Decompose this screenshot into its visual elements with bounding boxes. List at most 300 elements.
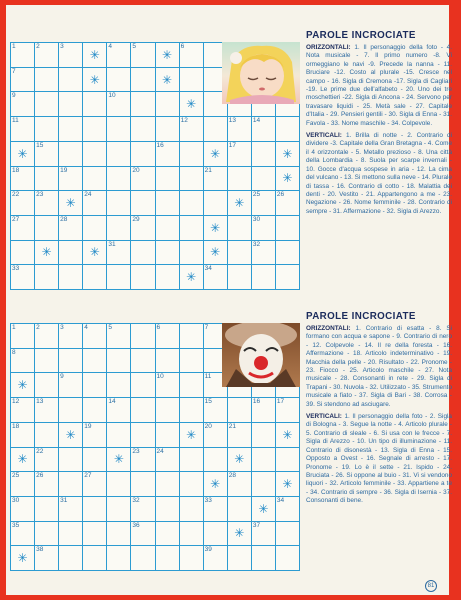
across-clues-2 [306,325,452,409]
cell-number: 5 [108,324,112,331]
crossword-cell[interactable] [180,349,203,373]
crossword-cell[interactable] [204,191,227,215]
cell-number: 29 [132,215,140,223]
cell-number: 7 [204,324,209,331]
black-cell [252,497,275,521]
crossword-cell[interactable] [83,448,106,472]
cell-number: 24 [84,191,92,199]
girl-illustration [222,42,300,104]
crossword-cell[interactable] [228,546,251,570]
crossword-cell[interactable] [59,398,82,422]
crossword-cell[interactable] [252,398,275,422]
cell-number: 14 [108,398,116,406]
cell-number: 21 [228,422,236,430]
black-cell [59,191,82,215]
crossword-cell[interactable] [107,423,130,447]
crossword-cell[interactable] [35,324,58,348]
cell-number: 11 [204,373,212,381]
down-text-1: 1. Brilla di notte - 2. Contrario di dividere -3. Capitale della Gran Bretagna - 4. Come il 4 orizzontale - 5. Metallo prezioso - 8. Una città della Lombardia - 8. Suola per scarpe invernali - 10. Gocce d'acqua sospese in aria - 12. La cima del vulcano - 13. Si mettono sulla neve - 14. Plurale di tassa - 16. Contrario di cotto - 18. Malattia dei denti - 20. Vestito - 21. Appartengono a me - 23. Negazione - 26. Nome femminile - 28. Contrario di sempre - 31. Affermazione - 32. Sigla di Arezzo. [306,132,453,215]
crossword-cell[interactable] [59,522,82,546]
cell-number: 4 [108,43,112,50]
crossword-cell[interactable] [11,241,34,265]
crossword-cell[interactable] [180,497,203,521]
crossword-cell[interactable] [83,546,106,570]
down-clues-2 [306,413,452,505]
crossword-cell[interactable] [107,191,130,215]
crossword-cell[interactable] [83,349,106,373]
crossword-cell[interactable] [11,522,34,546]
black-cell [107,448,130,472]
black-cell [156,68,179,92]
crossword-cell[interactable] [11,68,34,92]
crossword-cell[interactable] [131,68,154,92]
black-cell [11,546,34,570]
down-text-2: 1. Il personaggio della foto - 2. Sigla di Bologna - 3. Segue la notte - 4. Articolo plurale - 5. Contrario di sleale - 6. Si usa con le frecce - 7. Sigla di Arezzo - 10. Un tipo di illuminazione - 11. Contrario di disonestà - 13. Sigla di Enna - 15. Opposto a Ovest - 16. Segnale di arresto - 17. Pronome - 19. Lo è il sette - 21. Ispido - 24. Bruciata - 26. Si oppone al buio - 31. Vi si vendono liquori - 32. Articolo femminile - 33. Appartiene a te - 34. Contrario di sempre - 36. Sigla di Isernia - 37. Consonanti di bene. [306,413,452,505]
page-number: 81 [425,580,437,592]
cell-number: 30 [12,496,20,504]
magazine-page [6,5,453,595]
crossword-cell[interactable] [11,117,34,141]
crossword-cell[interactable] [35,142,58,166]
black-cell [11,448,34,472]
crossword-cell[interactable] [252,265,275,289]
crossword-cell[interactable] [131,423,154,447]
crossword-cell[interactable] [107,522,130,546]
crossword-cell[interactable] [156,398,179,422]
cell-number: 24 [156,447,164,455]
crossword-cell[interactable] [83,373,106,397]
cell-number: 28 [60,215,68,223]
crossword-cell[interactable] [131,349,154,373]
cell-number: 39 [204,546,212,554]
crossword-cell[interactable] [252,142,275,166]
crossword-cell[interactable] [276,265,299,289]
crossword-cell[interactable] [35,68,58,92]
cell-number: 23 [132,447,140,455]
cell-number: 17 [228,141,236,149]
cell-number: 27 [12,215,20,223]
crossword-cell[interactable] [156,117,179,141]
crossword-cell[interactable] [228,142,251,166]
crossword-cell[interactable] [59,43,82,67]
black-cell [204,216,227,240]
crossword-cell[interactable] [83,497,106,521]
crossword-cell[interactable] [59,92,82,116]
crossword-cell[interactable] [131,167,154,191]
crossword-cell[interactable] [11,349,34,373]
crossword-cell[interactable] [180,117,203,141]
cell-number: 9 [60,373,64,381]
crossword-cell[interactable] [83,142,106,166]
crossword-cell[interactable] [156,497,179,521]
crossword-cell[interactable] [35,349,58,373]
cell-number: 34 [276,496,285,504]
crossword-cell[interactable] [131,324,154,348]
cell-number: 17 [276,398,285,406]
clues-2 [306,311,452,510]
crossword-cell[interactable] [276,191,299,215]
cell-number: 5 [132,43,137,50]
clown-illustration [222,323,300,387]
cell-number: 1 [12,324,16,331]
crossword-cell[interactable] [180,546,203,570]
crossword-cell[interactable] [156,448,179,472]
crossword-cell[interactable] [252,117,275,141]
crossword-cell[interactable] [180,398,203,422]
down-heading-1: VERTICALI: [306,132,342,140]
clues-1 [306,30,452,220]
crossword-cell[interactable] [131,92,154,116]
crossword-cell[interactable] [156,373,179,397]
crossword-cell[interactable] [180,241,203,265]
cell-number: 36 [132,521,140,529]
crossword-cell[interactable] [252,448,275,472]
crossword-cell[interactable] [11,423,34,447]
cell-number: 2 [36,324,40,331]
crossword-cell[interactable] [83,265,106,289]
crossword-cell[interactable] [204,398,227,422]
crossword-cell[interactable] [156,241,179,265]
crossword-cell[interactable] [252,472,275,496]
crossword-cell[interactable] [83,191,106,215]
crossword-cell[interactable] [180,522,203,546]
cell-number: 30 [252,215,261,223]
crossword-cell[interactable] [107,241,130,265]
crossword-cell[interactable] [204,448,227,472]
crossword-cell[interactable] [107,349,130,373]
crossword-cell[interactable] [11,92,34,116]
crossword-cell[interactable] [35,92,58,116]
crossword-cell[interactable] [83,216,106,240]
black-cell [83,68,106,92]
across-text-1: 1. Il personaggio della foto - 4. Nota musicale - 7. Il primo numero -8. Vi ormeggiano le navi -9. Precede la nanna - 11. Bruciare -12. Costo al plurale -15. Cresce nel campo - 16. Sigla di Cremona -17. Sigla di Cagliari -19. Le prime due dell'alfabeto - 20. Uno dei tre moschettieri -22. Sigla di Ancona - 24. Servono per travasare liquidi - 25. Metà sale - 27. Capitale d'Italia - 29. Pensieri gentili - 30. Sigla di Enna - 31. Favola - 33. Nome maschile - 34. Colpevole. [306,44,452,127]
cell-number: 6 [156,324,161,331]
crossword-cell[interactable] [35,191,58,215]
crossword-cell[interactable] [59,497,82,521]
cell-number: 16 [156,141,164,149]
crossword-cell[interactable] [131,497,154,521]
cell-number: 25 [12,472,20,480]
crossword-cell[interactable] [156,92,179,116]
cell-number: 6 [180,43,185,50]
cell-number: 25 [252,191,261,199]
crossword-cell[interactable] [156,167,179,191]
crossword-cell[interactable] [35,216,58,240]
crossword-cell[interactable] [107,43,130,67]
crossword-cell[interactable] [35,423,58,447]
character-photo-1 [222,42,300,104]
black-cell [276,167,299,191]
crossword-cell[interactable] [204,497,227,521]
across-heading-2: ORIZZONTALI: [306,325,351,332]
crossword-cell[interactable] [107,497,130,521]
black-cell [83,43,106,67]
crossword-cell[interactable] [35,265,58,289]
crossword-cell[interactable] [59,373,82,397]
cell-number: 12 [180,117,188,125]
crossword-cell[interactable] [276,216,299,240]
across-heading-1: ORIZZONTALI: [306,44,351,51]
crossword-cell[interactable] [107,68,130,92]
character-photo-2 [222,323,300,387]
crossword-cell[interactable] [131,43,154,67]
cell-number: 26 [36,472,44,480]
crossword-cell[interactable] [83,472,106,496]
crossword-cell[interactable] [83,398,106,422]
crossword-cell[interactable] [156,349,179,373]
crossword-cell[interactable] [156,522,179,546]
crossword-cell[interactable] [131,241,154,265]
crossword-cell[interactable] [228,241,251,265]
crossword-cell[interactable] [276,497,299,521]
crossword-cell[interactable] [107,142,130,166]
crossword-cell[interactable] [131,117,154,141]
cell-number: 32 [132,496,140,504]
crossword-cell[interactable] [228,497,251,521]
crossword-cell[interactable] [252,423,275,447]
cell-number: 8 [12,348,16,356]
cell-number: 2 [36,43,40,50]
crossword-cell[interactable] [107,167,130,191]
black-cell [35,241,58,265]
crossword-cell[interactable] [59,216,82,240]
crossword-cell[interactable] [83,423,106,447]
crossword-cell[interactable] [35,117,58,141]
crossword-cell[interactable] [204,117,227,141]
crossword-cell[interactable] [11,398,34,422]
cell-number: 21 [204,166,212,174]
crossword-cell[interactable] [180,324,203,348]
crossword-cell[interactable] [83,522,106,546]
crossword-cell[interactable] [11,472,34,496]
cell-number: 3 [60,43,64,50]
crossword-cell[interactable] [156,191,179,215]
crossword-cell[interactable] [180,191,203,215]
crossword-cell[interactable] [35,448,58,472]
cell-number: 28 [228,472,236,480]
crossword-cell[interactable] [204,167,227,191]
black-cell [180,423,203,447]
crossword-cell[interactable] [59,324,82,348]
crossword-cell[interactable] [131,373,154,397]
crossword-cell[interactable] [11,497,34,521]
crossword-cell[interactable] [228,167,251,191]
across-clues-1 [306,44,452,128]
cell-number: 14 [252,117,261,125]
crossword-cell[interactable] [11,167,34,191]
crossword-cell[interactable] [228,117,251,141]
black-cell [204,241,227,265]
cell-number: 19 [60,166,68,174]
crossword-cell[interactable] [252,216,275,240]
black-cell [180,92,203,116]
cell-number: 4 [84,324,88,331]
cell-number: 18 [12,422,20,430]
crossword-cell[interactable] [59,68,82,92]
crossword-cell[interactable] [131,472,154,496]
crossword-cell[interactable] [252,191,275,215]
crossword-cell[interactable] [35,472,58,496]
crossword-cell[interactable] [107,92,130,116]
crossword-cell[interactable] [59,241,82,265]
crossword-cell[interactable] [131,546,154,570]
crossword-cell[interactable] [228,398,251,422]
crossword-cell[interactable] [107,265,130,289]
puzzle-title-2: PAROLE INCROCIATE [306,311,416,322]
crossword-cell[interactable] [35,522,58,546]
cell-number: 12 [12,398,20,406]
black-cell [276,142,299,166]
cell-number: 10 [156,373,164,381]
crossword-cell[interactable] [107,324,130,348]
crossword-cell[interactable] [156,324,179,348]
crossword-cell[interactable] [276,117,299,141]
crossword-cell[interactable] [131,191,154,215]
crossword-cell[interactable] [59,142,82,166]
black-cell [204,472,227,496]
crossword-cell[interactable] [156,472,179,496]
crossword-cell[interactable] [107,373,130,397]
crossword-cell[interactable] [107,398,130,422]
cell-number: 7 [12,67,16,75]
crossword-cell[interactable] [228,472,251,496]
crossword-cell[interactable] [131,265,154,289]
crossword-cell[interactable] [59,349,82,373]
crossword-cell[interactable] [276,398,299,422]
crossword-cell[interactable] [131,448,154,472]
crossword-cell[interactable] [35,546,58,570]
crossword-cell[interactable] [35,373,58,397]
crossword-cell[interactable] [276,448,299,472]
black-cell [276,423,299,447]
black-cell [276,472,299,496]
crossword-cell[interactable] [180,167,203,191]
cell-number: 26 [276,191,285,199]
cell-number: 20 [132,166,140,174]
crossword-cell[interactable] [59,167,82,191]
crossword-cell[interactable] [131,142,154,166]
cell-number: 33 [12,265,20,273]
crossword-cell[interactable] [252,522,275,546]
crossword-cell[interactable] [59,265,82,289]
crossword-cell[interactable] [180,472,203,496]
crossword-cell[interactable] [180,68,203,92]
crossword-cell[interactable] [228,216,251,240]
crossword-cell[interactable] [252,167,275,191]
crossword-cell[interactable] [204,546,227,570]
crossword-cell[interactable] [83,92,106,116]
crossword-cell[interactable] [204,265,227,289]
cell-number: 31 [60,496,68,504]
crossword-cell[interactable] [11,43,34,67]
crossword-cell[interactable] [59,546,82,570]
crossword-cell[interactable] [131,216,154,240]
crossword-cell[interactable] [35,43,58,67]
cell-number: 16 [252,398,261,406]
crossword-cell[interactable] [107,117,130,141]
crossword-cell[interactable] [180,373,203,397]
crossword-cell[interactable] [156,423,179,447]
crossword-cell[interactable] [83,167,106,191]
black-cell [228,448,251,472]
cell-number: 19 [84,422,92,430]
black-cell [11,142,34,166]
black-cell [59,423,82,447]
cell-number: 3 [60,324,64,331]
cell-number: 34 [204,265,212,273]
cell-number: 10 [108,92,116,100]
cell-number: 1 [12,43,16,50]
cell-number: 11 [12,117,19,125]
crossword-cell[interactable] [131,522,154,546]
crossword-cell[interactable] [11,191,34,215]
crossword-cell[interactable] [204,423,227,447]
crossword-cell[interactable] [276,546,299,570]
black-cell [180,265,203,289]
crossword-cell[interactable] [35,167,58,191]
cell-number: 33 [204,496,212,504]
cell-number: 22 [12,191,20,199]
cell-number: 9 [12,92,16,100]
cell-number: 13 [36,398,44,406]
crossword-cell[interactable] [11,324,34,348]
crossword-cell[interactable] [107,216,130,240]
cell-number: 23 [36,191,44,199]
crossword-cell[interactable] [131,398,154,422]
cell-number: 20 [204,422,212,430]
crossword-cell[interactable] [204,522,227,546]
black-cell [204,142,227,166]
black-cell [228,191,251,215]
down-heading-2: VERTICALI: [306,413,342,421]
cell-number: 13 [228,117,236,125]
crossword-cell[interactable] [107,546,130,570]
crossword-cell[interactable] [35,398,58,422]
crossword-cell[interactable] [59,117,82,141]
crossword-cell[interactable] [83,117,106,141]
crossword-cell[interactable] [228,423,251,447]
crossword-cell[interactable] [156,216,179,240]
crossword-cell[interactable] [252,241,275,265]
crossword-cell[interactable] [228,265,251,289]
crossword-cell[interactable] [252,546,275,570]
crossword-cell[interactable] [180,43,203,67]
black-cell [11,373,34,397]
across-text-2: 1. Contrario di esatta - 8. Si formano con acqua e sapone - 9. Contrario di nero - 12. Colpevole - 14. Il re della foresta - 16. Affermazione - 18. Articolo indeterminativo - 19. Macchia della pelle - 20. Risultato - 22. Pronome - 23. Fiocco - 25. Articolo maschile - 27. Nota musicale - 28. Consonanti in rete - 29. Sigla di Trapani - 30. Nuvola - 32. Utilizzato - 35. Strumento musicale a fiato - 37. Sigla di Bari - 38. Corrosa - 39. Si stendono ad asciugare. [306,325,453,408]
crossword-cell[interactable] [59,448,82,472]
crossword-cell[interactable] [156,265,179,289]
crossword-cell[interactable] [59,472,82,496]
crossword-cell[interactable] [35,497,58,521]
crossword-cell[interactable] [180,216,203,240]
crossword-cell[interactable] [156,142,179,166]
crossword-cell[interactable] [156,546,179,570]
cell-number: 38 [36,546,44,554]
crossword-cell[interactable] [276,522,299,546]
cell-number: 15 [36,141,44,149]
crossword-cell[interactable] [83,324,106,348]
crossword-cell[interactable] [11,216,34,240]
cell-number: 27 [84,472,92,480]
cell-number: 32 [252,240,261,248]
crossword-cell[interactable] [107,472,130,496]
cell-number: 22 [36,447,44,455]
crossword-cell[interactable] [180,448,203,472]
crossword-cell[interactable] [180,142,203,166]
black-cell [156,43,179,67]
crossword-cell[interactable] [276,241,299,265]
crossword-cell[interactable] [11,265,34,289]
